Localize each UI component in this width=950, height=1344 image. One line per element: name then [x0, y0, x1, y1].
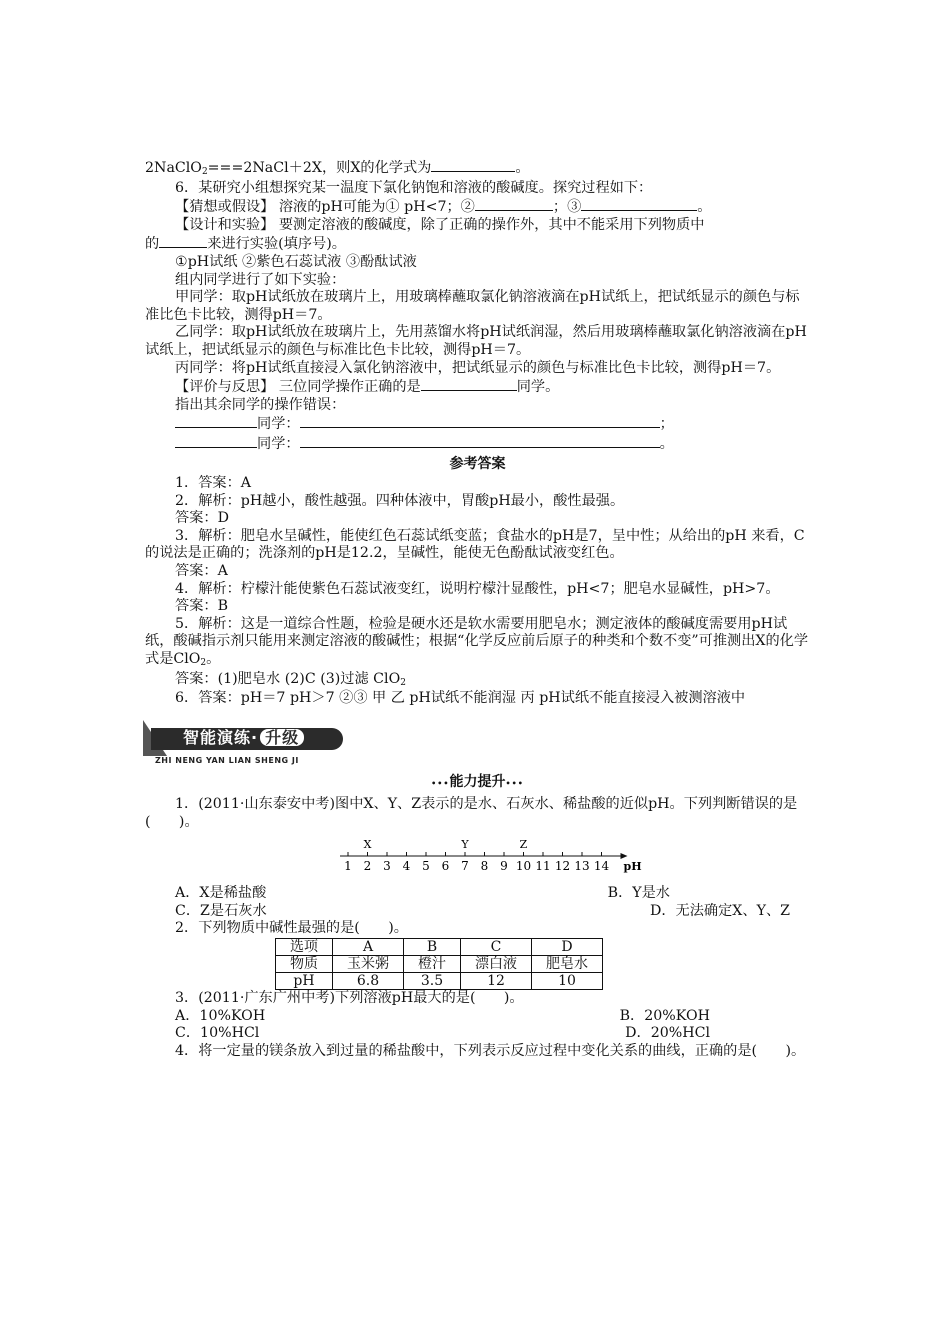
- tick-label: 14: [593, 858, 610, 873]
- banner-title: [183, 729, 304, 747]
- answer-blank[interactable]: [581, 197, 697, 211]
- q6-hypothesis: [145, 197, 810, 217]
- q6-error-line-2: [145, 434, 810, 454]
- tick-label: 2: [363, 858, 372, 873]
- label-text: 同学：: [257, 435, 300, 452]
- ph-marker-label: Z: [519, 837, 528, 851]
- q6-design: [145, 217, 810, 235]
- table-cell: pH: [276, 972, 333, 989]
- tick-label: 6: [441, 858, 450, 873]
- option-d[interactable]: D．无法确定X、Y、Z: [649, 902, 790, 919]
- q6-student-yi: 乙同学：取pH试纸放在玻璃片上，先用蒸馏水将pH试纸润湿，然后用玻璃棒蘸取氯化钠溶液滴在pH试纸上，把试纸显示的颜色与标准比色卡比较，测得pH＝7。: [145, 324, 807, 358]
- table-row: [276, 972, 603, 989]
- table-cell: C: [461, 938, 532, 955]
- hypothesis-text: ；③: [552, 199, 582, 216]
- q6-point: 指出其余同学的操作错误：: [175, 396, 346, 413]
- tick-label: 3: [383, 858, 391, 873]
- dots-decoration: •••: [431, 778, 450, 788]
- ability-heading: [145, 774, 810, 793]
- answer-blank[interactable]: [175, 414, 257, 428]
- punctuation: ；: [659, 416, 674, 433]
- table-cell: 6.8: [333, 972, 404, 989]
- q6-student-jia: 甲同学：取pH试纸放在玻璃片上，用玻璃棒蘸取氯化钠溶液滴在pH试纸上，把试纸显示的颜色与标准比色卡比较，测得pH＝7。: [145, 289, 800, 323]
- table-cell: 物质: [276, 955, 333, 972]
- option-a[interactable]: A．X是稀盐酸: [175, 885, 267, 902]
- table-cell: 肥皂水: [532, 955, 603, 972]
- tick-label: 8: [480, 858, 489, 873]
- table-cell: D: [532, 938, 603, 955]
- tick-label: 9: [500, 858, 508, 873]
- tick-label: 7: [461, 858, 469, 873]
- hypothesis-text: 溶液的pH可能为① pH<7；②: [278, 199, 475, 216]
- evaluation-text: 同学。: [516, 379, 560, 396]
- section-label: 【设计和实验】: [175, 216, 275, 233]
- section-label: 【猜想或假设】: [175, 199, 275, 216]
- q6-options: ①pH试纸 ②紫色石蕊试液 ③酚酞试液: [175, 253, 417, 270]
- answer-1: 1．答案：A: [175, 475, 252, 492]
- answer-blank[interactable]: [159, 234, 207, 248]
- section-label: 【评价与反思】: [175, 379, 275, 396]
- answer-2: 2．解析：pH越小，酸性越强。四种体液中，胃酸pH最小，酸性最强。: [175, 492, 625, 509]
- ph-marker-label: X: [363, 837, 372, 851]
- table-row: [276, 938, 603, 955]
- document-page: [145, 158, 810, 1060]
- table-cell: 选项: [276, 938, 333, 955]
- banner-pinyin: ZHI NENG YAN LIAN SHENG JI: [155, 755, 299, 765]
- axis-unit-label: pH: [623, 859, 642, 873]
- q6-design-cont: [145, 234, 810, 254]
- design-text: 的: [145, 236, 160, 253]
- table-cell: 漂白液: [461, 955, 532, 972]
- section-banner: [143, 720, 343, 766]
- q6-group: 组内同学进行了如下实验：: [175, 271, 346, 288]
- design-text: 来进行实验(填序号)。: [207, 236, 346, 253]
- answers-title: 参考答案: [449, 455, 506, 472]
- p1-options-row-2: [145, 903, 810, 921]
- p1-options-row-1: [145, 885, 810, 903]
- q6-student-bing: 丙同学：将pH试纸直接浸入氯化钠溶液中，把试纸显示的颜色与标准比色卡比较，测得pH＝7。: [175, 359, 781, 376]
- answer-4b: 答案：B: [175, 598, 228, 615]
- answer-6: 6．答案：pH＝7 pH＞7 ②③ 甲 乙 pH试纸不能润湿 丙 pH试纸不能直接浸入被测溶液中: [175, 690, 746, 707]
- ability-title: 能力提升: [449, 773, 506, 790]
- p1-question: 1．(2011·山东泰安中考)图中X、Y、Z表示的是水、石灰水、稀盐酸的近似pH。下列判断错误的是( )。: [145, 796, 798, 830]
- answer-blank[interactable]: [431, 158, 515, 172]
- p3-question: 3．(2011·广东广州中考)下列溶液pH最大的是( )。: [175, 989, 524, 1006]
- equation-text: 2NaClO: [145, 160, 202, 176]
- design-text: 要测定溶液的酸碱度，除了正确的操作外，其中不能采用下列物质中: [278, 216, 705, 233]
- punctuation: 。: [206, 651, 221, 668]
- tick-label: 13: [574, 858, 590, 873]
- answer-text: 答案：(1)肥皂水 (2)C (3)过滤 ClO: [175, 670, 401, 687]
- punctuation: 。: [697, 199, 712, 216]
- banner-main-text: 智能演练·: [183, 727, 259, 747]
- ph-number-line-svg: [340, 838, 650, 878]
- q6-intro: 6．某研究小组想探究某一温度下氯化钠饱和溶液的酸碱度。探究过程如下：: [175, 179, 653, 196]
- p3-options-row-1: [145, 1008, 810, 1026]
- option-b[interactable]: B．20%KOH: [619, 1007, 710, 1024]
- ph-table: [275, 938, 603, 990]
- table-cell: B: [404, 938, 461, 955]
- evaluation-text: 三位同学操作正确的是: [278, 379, 421, 396]
- punctuation: 。: [659, 435, 674, 452]
- tick-label: 5: [422, 858, 430, 873]
- axis-arrow-icon: [621, 853, 628, 859]
- table-cell: A: [333, 938, 404, 955]
- answer-blank[interactable]: [300, 414, 660, 428]
- answer-blank[interactable]: [300, 434, 660, 448]
- subscript: 2: [201, 167, 208, 177]
- q6-evaluation: [145, 377, 810, 397]
- answer-5b: [145, 671, 810, 691]
- dots-decoration: •••: [505, 778, 524, 788]
- table-cell: 10: [532, 972, 603, 989]
- answer-3b: 答案：A: [175, 563, 228, 580]
- answer-blank[interactable]: [175, 434, 257, 448]
- option-d[interactable]: D．20%HCl: [625, 1025, 710, 1042]
- table-cell: 橙汁: [404, 955, 461, 972]
- table-cell: 玉米粥: [333, 955, 404, 972]
- answer-blank[interactable]: [421, 377, 517, 391]
- tick-label: 11: [535, 858, 551, 873]
- tick-label: 4: [402, 858, 411, 873]
- answer-2b: 答案：D: [175, 510, 229, 527]
- subscript: 2: [400, 677, 406, 688]
- option-c[interactable]: C．10%HCl: [175, 1025, 260, 1042]
- equation-text: ===2NaCl＋2X，则X的化学式为: [207, 160, 432, 176]
- table-cell: 3.5: [404, 972, 461, 989]
- label-text: 同学：: [257, 416, 300, 433]
- answer-blank[interactable]: [475, 197, 553, 211]
- tick-label: 12: [554, 858, 571, 873]
- option-a[interactable]: A．10%KOH: [175, 1007, 266, 1024]
- p2-question: 2．下列物质中碱性最强的是( )。: [175, 920, 408, 937]
- banner-pill: 升级: [260, 729, 304, 747]
- ph-marker-label: Y: [461, 837, 469, 851]
- q5-end-line: [145, 158, 810, 180]
- p3-options-row-2: [145, 1025, 810, 1043]
- table-cell: 12: [461, 972, 532, 989]
- answer-5: [145, 616, 810, 671]
- ph-number-line: [340, 838, 810, 884]
- answer-3: 3．解析：肥皂水呈碱性，能使红色石蕊试纸变蓝；食盐水的pH是7，呈中性；从给出的pH 来看，C的说法是正确的；洗涤剂的pH是12.2，呈碱性，能使无色酚酞试液变红色。: [145, 527, 805, 562]
- tick-label: 10: [515, 858, 532, 873]
- p4-question: 4．将一定量的镁条放入到过量的稀盐酸中，下列表示反应过程中变化关系的曲线，正确的是( )。: [175, 1042, 806, 1059]
- punctuation: 。: [515, 160, 530, 176]
- option-b[interactable]: B．Y是水: [607, 885, 670, 902]
- q6-error-line-1: [145, 414, 810, 434]
- answer-4: 4．解析：柠檬汁能使紫色石蕊试液变红，说明柠檬汁显酸性，pH<7；肥皂水显碱性，pH>7。: [175, 580, 780, 597]
- table-row: [276, 955, 603, 972]
- answer-text: 5．解析：这是一道综合性题，检验是硬水还是软水需要用肥皂水；测定液体的酸碱度需要用pH试纸，酸碱指示剂只能用来测定溶液的酸碱性；根据“化学反应前后原子的种类和个数不变”可推测出X的化学式是ClO: [145, 615, 809, 668]
- subscript: 2: [200, 658, 207, 669]
- option-c[interactable]: C．Z是石灰水: [175, 902, 267, 919]
- tick-label: 1: [344, 858, 352, 873]
